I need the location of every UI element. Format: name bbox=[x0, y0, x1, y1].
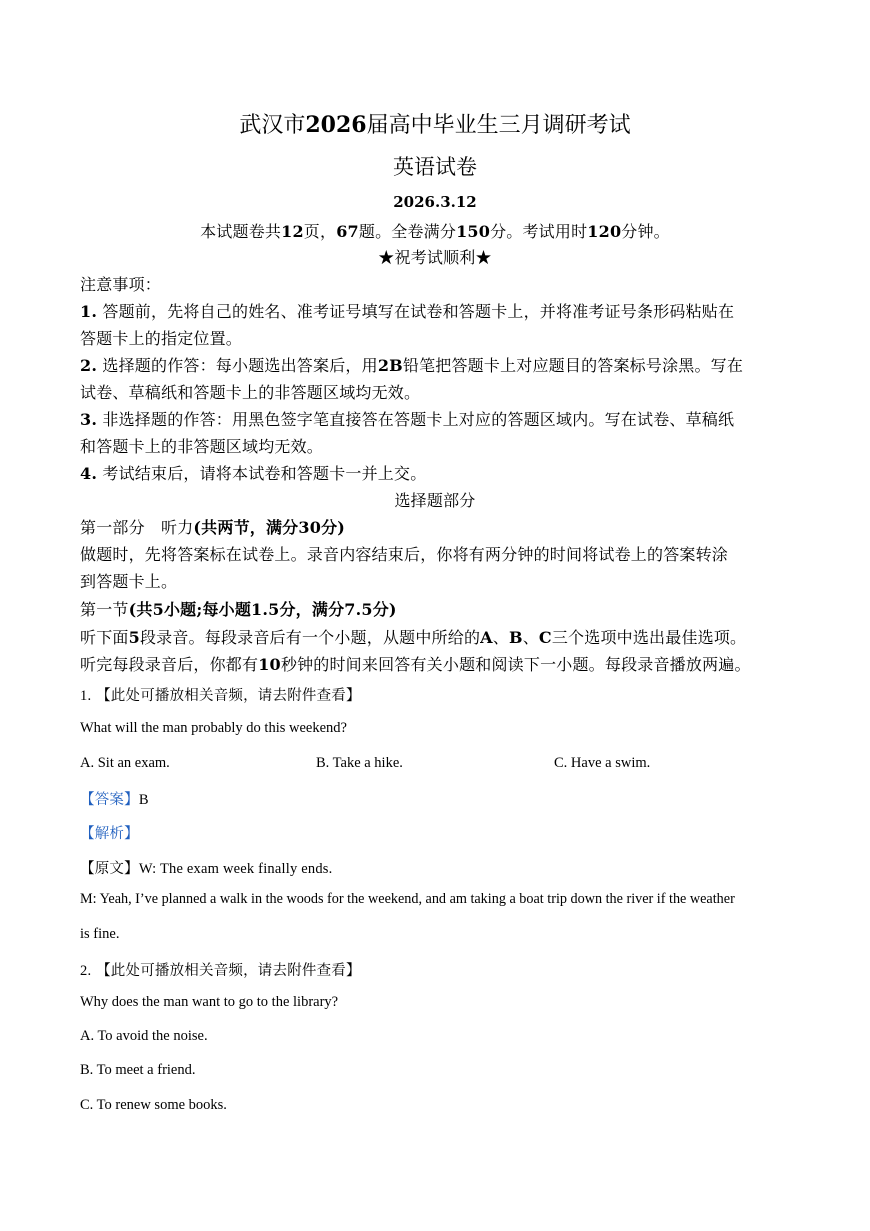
note-number: 3. bbox=[80, 410, 98, 429]
info-time: 120 bbox=[587, 222, 622, 241]
exam-wish: ★祝考试顺利★ bbox=[378, 248, 492, 267]
desc-option: C bbox=[538, 628, 552, 647]
note-number: 4. bbox=[80, 464, 98, 483]
part1-heading bbox=[80, 515, 345, 538]
answer-tag: 【答案】 bbox=[80, 792, 139, 808]
desc-option: A bbox=[480, 628, 493, 647]
section1-description-cont bbox=[80, 652, 751, 675]
q1-option-a[interactable]: A. Sit an exam. bbox=[80, 755, 170, 771]
notes-heading: 注意事项： bbox=[80, 275, 162, 294]
part1-label: 第一部分 听力 bbox=[80, 518, 194, 537]
section1-label: 第一节 bbox=[80, 600, 129, 619]
desc-number: 5 bbox=[128, 628, 140, 647]
desc-text: 、 bbox=[492, 628, 509, 647]
original-tag: 【原文】 bbox=[80, 861, 139, 877]
desc-text: 秒钟的时间来回答有关小题和阅读下一小题。每段录音播放两遍。 bbox=[280, 655, 751, 674]
transcript-line: W: The exam week finally ends. bbox=[138, 861, 333, 877]
q2-option-a[interactable]: A. To avoid the noise. bbox=[80, 1028, 208, 1044]
desc-text: 、 bbox=[522, 628, 539, 647]
exam-subtitle: 英语试卷 bbox=[393, 155, 477, 179]
info-text: 分。考试用时 bbox=[490, 222, 588, 241]
info-text: 题。全卷满分 bbox=[358, 222, 457, 241]
note-4 bbox=[80, 461, 426, 484]
q1-answer bbox=[80, 788, 149, 809]
title-year: 2026 bbox=[305, 112, 367, 138]
desc-text: 三个选项中选出最佳选项。 bbox=[551, 628, 747, 647]
answer-value: B bbox=[138, 792, 149, 808]
part1-detail: 分) bbox=[321, 518, 346, 537]
note-text: 考试结束后，请将本试卷和答题卡一并上交。 bbox=[102, 464, 427, 483]
desc-option: B bbox=[508, 628, 523, 647]
q1-option-c[interactable]: C. Have a swim. bbox=[554, 755, 651, 771]
note-text: 铅笔把答题卡上对应题目的答案标号涂黑。写在 bbox=[402, 356, 744, 375]
exam-date: 2026.3.12 bbox=[393, 193, 477, 211]
part1-description-cont: 到答题卡上。 bbox=[80, 572, 178, 591]
section1-description bbox=[80, 625, 746, 648]
q2-audio-line bbox=[80, 959, 361, 980]
section1-count: 5 bbox=[152, 600, 164, 619]
q1-analysis-tag: 【解析】 bbox=[80, 826, 139, 842]
part1-detail: (共两节，满分 bbox=[193, 518, 299, 537]
q1-original-m-cont: is fine. bbox=[80, 926, 120, 942]
note-3 bbox=[80, 407, 734, 430]
section-title: 选择题部分 bbox=[394, 491, 476, 510]
q1-audio-line bbox=[80, 684, 361, 705]
title-rest: 届高中毕业生三月调研考试 bbox=[366, 113, 631, 138]
note-text: 答题前，先将自己的姓名、准考证号填写在试卷和答题卡上，并将准考证号条形码粘贴在 bbox=[102, 302, 735, 321]
section1-each: 1.5 bbox=[251, 600, 280, 619]
section1-total: 7.5 bbox=[344, 600, 373, 619]
note-2-cont: 试卷、草稿纸和答题卡上的非答题区域均无效。 bbox=[80, 383, 421, 402]
note-2 bbox=[80, 353, 743, 376]
note-pencil: 2B bbox=[377, 356, 403, 375]
note-text: 非选择题的作答：用黑色签字笔直接答在答题卡上对应的答题区域内。写在试卷、草稿纸 bbox=[102, 410, 735, 429]
desc-number: 10 bbox=[258, 655, 281, 674]
info-text: 本试题卷共 bbox=[200, 222, 282, 241]
info-pages: 12 bbox=[281, 222, 304, 241]
section1-detail: 小题;每小题 bbox=[163, 600, 252, 619]
desc-text: 段录音。每段录音后有一个小题，从题中所给的 bbox=[139, 628, 481, 647]
q2-option-b[interactable]: B. To meet a friend. bbox=[80, 1062, 196, 1078]
desc-text: 听完每段录音后，你都有 bbox=[80, 655, 259, 674]
title-city: 武汉市 bbox=[239, 113, 306, 138]
q2-number: 2. bbox=[80, 963, 92, 979]
q1-audio-placeholder[interactable]: 【此处可播放相关音频，请去附件查看】 bbox=[96, 688, 361, 704]
q1-original-w bbox=[80, 857, 332, 878]
desc-text: 听下面 bbox=[80, 628, 129, 647]
q1-number: 1. bbox=[80, 688, 92, 704]
note-1 bbox=[80, 299, 734, 322]
part1-description: 做题时，先将答案标在试卷上。录音内容结束后，你将有两分钟的时间将试卷上的答案转涂 bbox=[80, 545, 729, 564]
section1-detail: 分，满分 bbox=[279, 600, 345, 619]
info-text: 分钟。 bbox=[621, 222, 670, 241]
note-text: 选择题的作答：每小题选出答案后，用 bbox=[102, 356, 378, 375]
section1-detail: 分) bbox=[372, 600, 397, 619]
section1-detail: (共 bbox=[128, 600, 153, 619]
exam-info bbox=[0, 219, 870, 242]
exam-title bbox=[0, 108, 870, 139]
q1-option-b[interactable]: B. Take a hike. bbox=[316, 755, 403, 771]
q2-option-c[interactable]: C. To renew some books. bbox=[80, 1097, 227, 1113]
q2-question: Why does the man want to go to the library? bbox=[80, 994, 339, 1010]
note-3-cont: 和答题卡上的非答题区域均无效。 bbox=[80, 437, 324, 456]
q1-original-m: M: Yeah, I’ve planned a walk in the woods for the weekend, and am taking a boat trip down the river if the weather bbox=[80, 891, 735, 907]
part1-score: 30 bbox=[298, 518, 322, 537]
info-score: 150 bbox=[456, 222, 491, 241]
info-questions: 67 bbox=[336, 222, 359, 241]
note-number: 2. bbox=[80, 356, 98, 375]
note-number: 1. bbox=[80, 302, 98, 321]
q2-audio-placeholder[interactable]: 【此处可播放相关音频，请去附件查看】 bbox=[96, 963, 361, 979]
note-1-cont: 答题卡上的指定位置。 bbox=[80, 329, 243, 348]
q1-question: What will the man probably do this weekend? bbox=[80, 720, 347, 736]
section1-heading bbox=[80, 597, 397, 620]
info-text: 页， bbox=[303, 222, 337, 241]
